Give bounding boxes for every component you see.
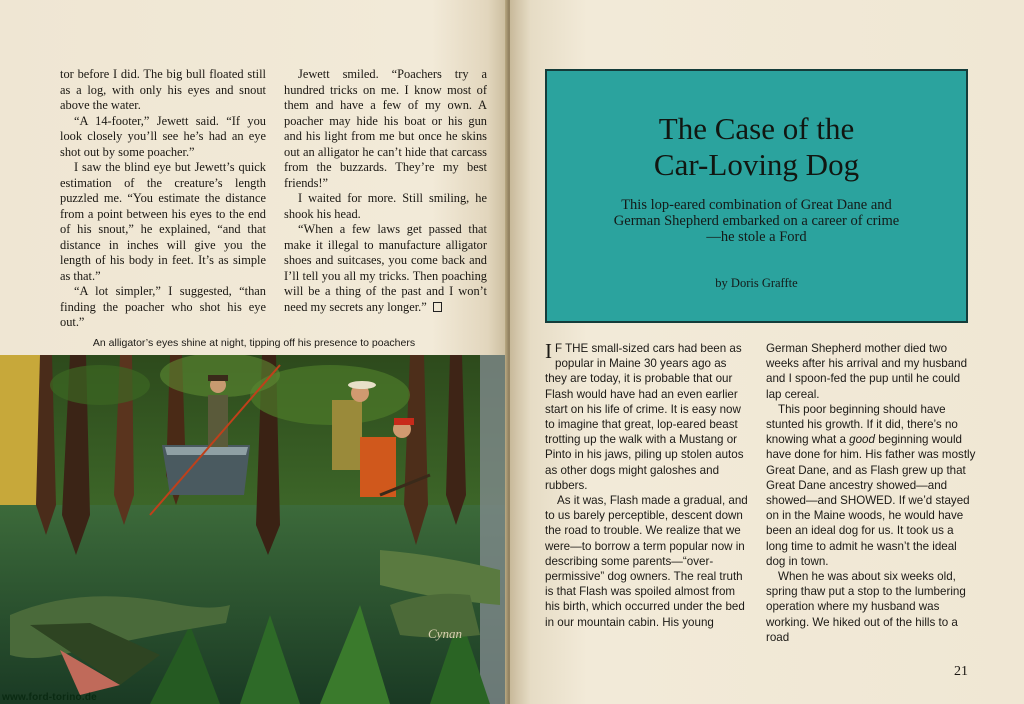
article-title-box <box>545 69 968 323</box>
paragraph: Jewett smiled. “Poachers try a hundred tricks on me. I know most of them and have a few of my own. A poacher may hide his boat or his gun and his light from me but once he skins out an alligator he can’t hide that carcass from the buzzards. They’re my best friends!” <box>284 67 487 190</box>
page-number: 21 <box>954 664 968 679</box>
paragraph: “A 14-footer,” Jewett said. “If you look closely you’ll see he’s had an eye shot out by some poacher.” <box>60 113 266 159</box>
paragraph: As it was, Flash made a gradual, and to us barely perceptible, descent down the road to trouble. We realize that we were—to borrow a term popular now in describing some parents—“over-permissive” dog owners. The real truth is that Flash was spoiled almost from his birth, which occurred under the bed in our mountain cabin. His young <box>545 494 748 629</box>
paragraph: tor before I did. The big bull floated still as a log, with only his eyes and snout above the water. <box>60 67 266 112</box>
left-page <box>0 0 508 704</box>
paragraph: German Shepherd mother died two weeks after his arrival and my husband and I spoon-fed the pup until he could lap cereal. <box>766 342 968 401</box>
right-column-1 <box>545 341 750 630</box>
watermark-url: www.ford-torino.de <box>2 692 97 703</box>
paragraph-text: “When a few laws get passed that make it illegal to manufacture alligator shoes and suitcases, you come back and I’ll tell you all my tricks. Then poaching will be a thing of the past and I won’t need my secrets any longer.” <box>284 222 487 314</box>
drop-cap: I <box>545 339 552 363</box>
right-column-2 <box>766 341 976 645</box>
illustration-caption: An alligator’s eyes shine at night, tipping off his presence to poachers <box>92 337 416 349</box>
paragraph: When he was about six weeks old, spring thaw put a stop to the lumbering operation where my husband was working. We hiked out of the hills to a road <box>766 570 966 644</box>
paragraph-text: F THE small-sized cars had been as popular in Maine 30 years ago as they are today, it is probable that our Flash would have had an even earlier start on his life of crime. It is easy now to imagine that great, lop-eared beast trotting up the walk with a Mustang or Pinto in his jaws, piling up stolen autos as other dogs might galoshes and rubbers. <box>545 342 744 492</box>
swamp-poacher-illustration <box>0 355 505 704</box>
paragraph: I saw the blind eye but Jewett’s quick estimation of the creature’s length puzzled me. “You estimate the distance from a point between his eyes to the end of his snout,” he explained, “and that distance in inches will give you the length of his body in feet. It’s as simple as that.” <box>60 160 266 283</box>
paragraph-text: beginning would have done for him. His father was mostly Great Dane, and as Flash grew up that Great Dane ancestry showed—and showed—and SHOWED. If we’d stayed on in the Maine woods, he would have been an ideal dog for us. It took us a long time to admit he wasn’t the ideal dog in town. <box>766 433 976 568</box>
article-title <box>547 111 966 183</box>
left-column-1 <box>60 67 266 331</box>
paragraph <box>766 402 976 569</box>
title-line-2: Car-Loving Dog <box>653 147 860 182</box>
left-column-2 <box>284 67 487 315</box>
article-subtitle: This lop-eared combination of Great Dane and German Shepherd embarked on a career of crime —he stole a Ford <box>613 197 900 245</box>
title-line-1: The Case of the <box>658 111 855 146</box>
emphasis-text: good <box>849 433 875 447</box>
artist-signature: Cynan <box>428 626 462 641</box>
paragraph <box>545 341 750 493</box>
paragraph <box>284 222 487 315</box>
article-byline: by Doris Graffte <box>715 276 798 290</box>
end-of-article-mark <box>433 302 442 312</box>
paragraph: I waited for more. Still smiling, he shook his head. <box>284 191 487 221</box>
paragraph: “A lot simpler,” I suggested, “than finding the poacher who shot his eye out.” <box>60 284 266 329</box>
paragraph-text: This poor beginning should have stunted his growth. If it did, there’s no knowing what a <box>766 402 958 447</box>
